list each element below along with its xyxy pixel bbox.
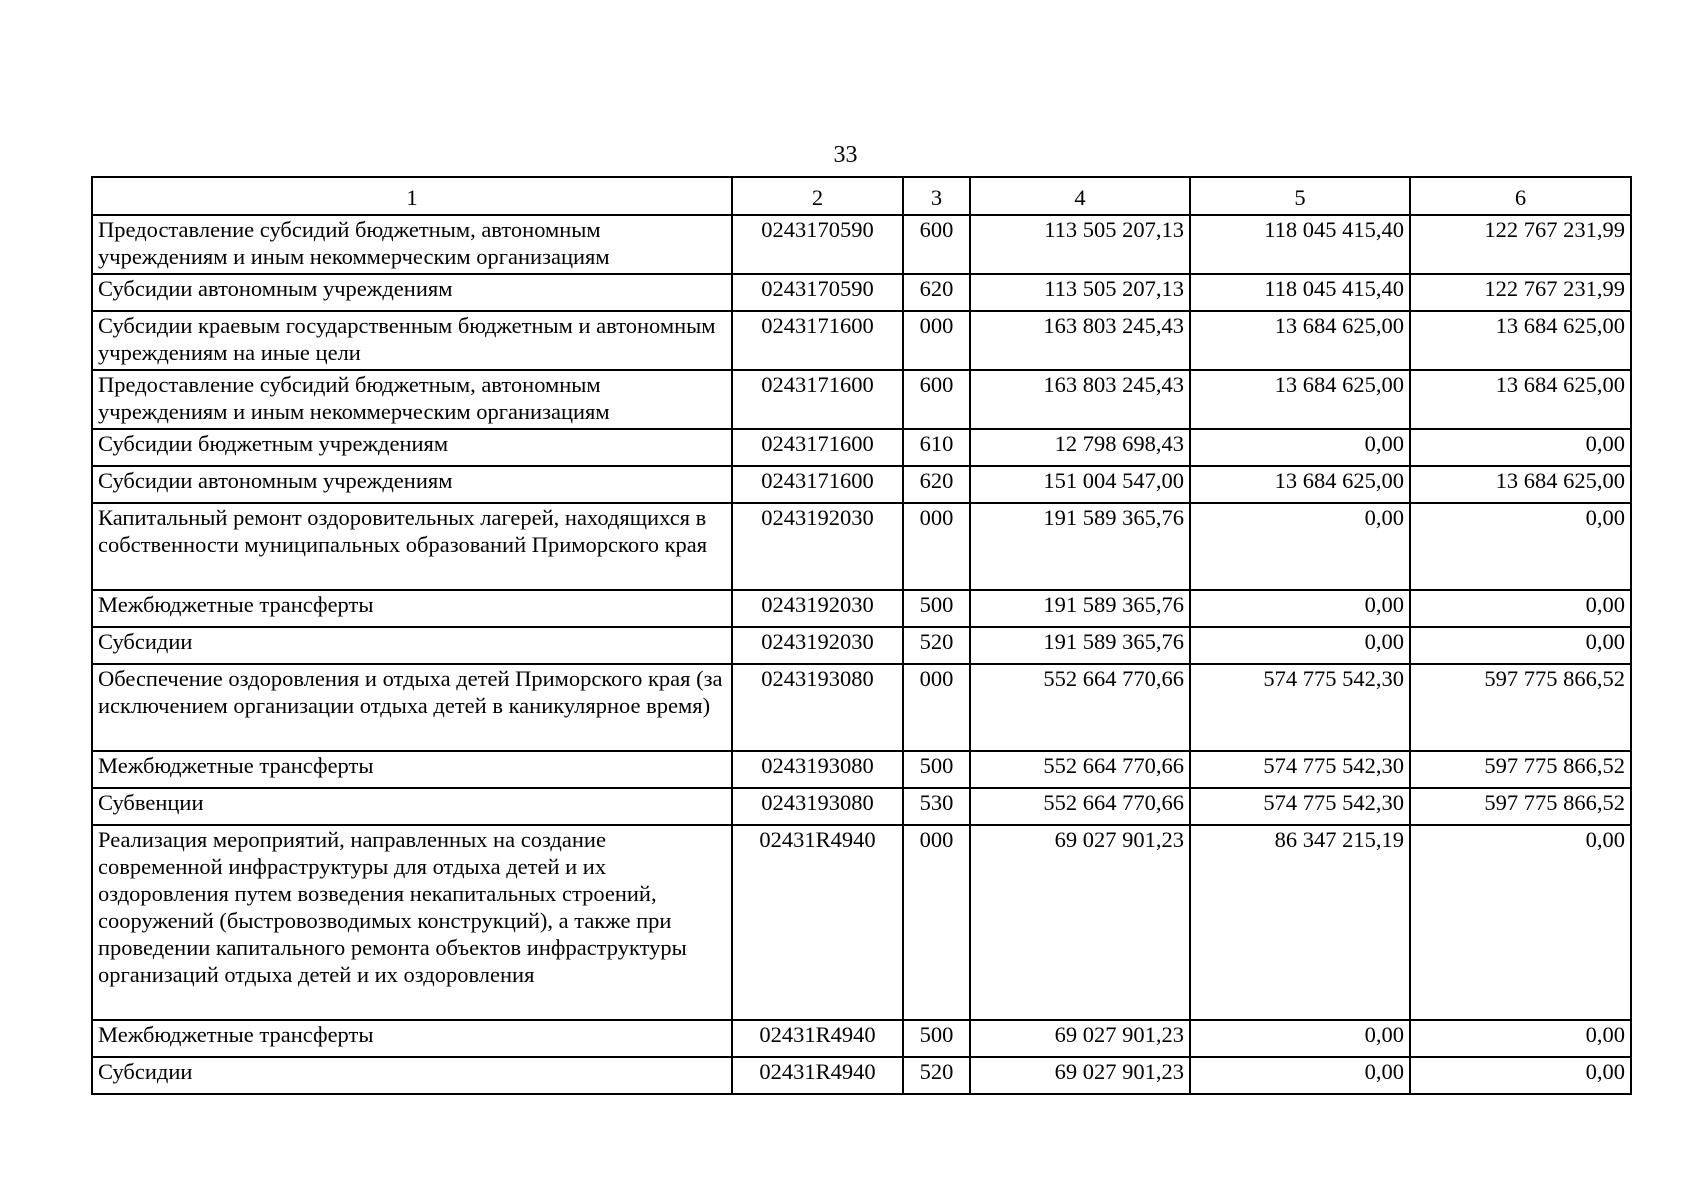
row-code: 0243171600	[732, 466, 903, 503]
row-name: Субсидии краевым государственным бюджетным и автономным учреждениям на иные цели	[92, 311, 732, 370]
row-code: 0243170590	[732, 215, 903, 274]
row-type: 600	[903, 215, 970, 274]
row-type: 520	[903, 1057, 970, 1094]
row-name: Межбюджетные трансферты	[92, 1020, 732, 1057]
row-amount-col6: 122 767 231,99	[1410, 215, 1631, 274]
row-code: 0243193080	[732, 664, 903, 751]
row-code: 0243192030	[732, 590, 903, 627]
row-amount-col6: 0,00	[1410, 1057, 1631, 1094]
budget-table	[91, 176, 1632, 1095]
row-amount-col5: 118 045 415,40	[1190, 215, 1410, 274]
row-type: 000	[903, 825, 970, 1020]
row-amount-col6: 597 775 866,52	[1410, 751, 1631, 788]
row-amount-col4: 113 505 207,13	[970, 274, 1190, 311]
row-amount-col5: 0,00	[1190, 1057, 1410, 1094]
row-name: Субсидии автономным учреждениям	[92, 274, 732, 311]
row-name: Субсидии бюджетным учреждениям	[92, 429, 732, 466]
row-amount-col5: 0,00	[1190, 627, 1410, 664]
row-code: 0243193080	[732, 751, 903, 788]
row-amount-col6: 13 684 625,00	[1410, 311, 1631, 370]
row-type: 000	[903, 503, 970, 590]
row-amount-col4: 191 589 365,76	[970, 590, 1190, 627]
header-row	[92, 177, 1631, 215]
row-amount-col5: 0,00	[1190, 1020, 1410, 1057]
table-row	[92, 788, 1631, 825]
table-row	[92, 429, 1631, 466]
row-amount-col4: 552 664 770,66	[970, 788, 1190, 825]
row-amount-col4: 163 803 245,43	[970, 311, 1190, 370]
row-amount-col5: 574 775 542,30	[1190, 751, 1410, 788]
row-name: Обеспечение оздоровления и отдыха детей Приморского края (за исключением организации отдыха детей в каникулярное время)	[92, 664, 732, 751]
row-amount-col5: 13 684 625,00	[1190, 370, 1410, 429]
row-amount-col6: 0,00	[1410, 1020, 1631, 1057]
row-amount-col5: 13 684 625,00	[1190, 466, 1410, 503]
row-amount-col5: 13 684 625,00	[1190, 311, 1410, 370]
column-header: 5	[1190, 177, 1410, 215]
row-amount-col4: 113 505 207,13	[970, 215, 1190, 274]
row-amount-col6: 0,00	[1410, 503, 1631, 590]
row-amount-col6: 122 767 231,99	[1410, 274, 1631, 311]
column-header: 6	[1410, 177, 1631, 215]
row-amount-col4: 163 803 245,43	[970, 370, 1190, 429]
row-amount-col5: 574 775 542,30	[1190, 788, 1410, 825]
row-amount-col5: 0,00	[1190, 429, 1410, 466]
table-row	[92, 466, 1631, 503]
row-amount-col4: 69 027 901,23	[970, 825, 1190, 1020]
row-amount-col5: 118 045 415,40	[1190, 274, 1410, 311]
row-amount-col5: 0,00	[1190, 590, 1410, 627]
row-name: Субсидии	[92, 627, 732, 664]
page-number: 33	[833, 142, 858, 168]
row-type: 000	[903, 664, 970, 751]
table-row	[92, 1020, 1631, 1057]
row-amount-col6: 597 775 866,52	[1410, 664, 1631, 751]
row-amount-col4: 191 589 365,76	[970, 627, 1190, 664]
row-name: Субсидии автономным учреждениям	[92, 466, 732, 503]
table-row	[92, 311, 1631, 370]
column-header: 1	[92, 177, 732, 215]
row-amount-col5: 86 347 215,19	[1190, 825, 1410, 1020]
row-amount-col4: 151 004 547,00	[970, 466, 1190, 503]
row-amount-col4: 191 589 365,76	[970, 503, 1190, 590]
row-name: Субсидии	[92, 1057, 732, 1094]
row-type: 600	[903, 370, 970, 429]
row-amount-col4: 12 798 698,43	[970, 429, 1190, 466]
table-row	[92, 215, 1631, 274]
row-amount-col6: 597 775 866,52	[1410, 788, 1631, 825]
row-amount-col5: 574 775 542,30	[1190, 664, 1410, 751]
row-amount-col4: 552 664 770,66	[970, 751, 1190, 788]
row-code: 02431R4940	[732, 825, 903, 1020]
row-amount-col6: 0,00	[1410, 590, 1631, 627]
row-code: 0243171600	[732, 311, 903, 370]
row-type: 500	[903, 590, 970, 627]
row-code: 0243192030	[732, 627, 903, 664]
row-type: 500	[903, 1020, 970, 1057]
row-name: Межбюджетные трансферты	[92, 751, 732, 788]
row-code: 02431R4940	[732, 1020, 903, 1057]
table-row	[92, 1057, 1631, 1094]
row-name: Реализация мероприятий, направленных на создание современной инфраструктуры для отдыха детей и их оздоровления путем возведения некапитальных строений, сооружений (быстровозводимых конструкций), а также при проведении капитального ремонта объектов инфраструктуры организаций отдыха детей и их оздоровления	[92, 825, 732, 1020]
row-amount-col6: 0,00	[1410, 429, 1631, 466]
table-row	[92, 664, 1631, 751]
row-amount-col5: 0,00	[1190, 503, 1410, 590]
row-code: 0243170590	[732, 274, 903, 311]
column-header: 3	[903, 177, 970, 215]
table-row	[92, 590, 1631, 627]
row-amount-col6: 0,00	[1410, 627, 1631, 664]
row-amount-col4: 69 027 901,23	[970, 1020, 1190, 1057]
table-row	[92, 825, 1631, 1020]
row-name: Предоставление субсидий бюджетным, автономным учреждениям и иным некоммерческим организациям	[92, 370, 732, 429]
row-code: 0243192030	[732, 503, 903, 590]
table-row	[92, 627, 1631, 664]
table-row	[92, 370, 1631, 429]
table-row	[92, 503, 1631, 590]
row-name: Капитальный ремонт оздоровительных лагерей, находящихся в собственности муниципальных образований Приморского края	[92, 503, 732, 590]
row-type: 520	[903, 627, 970, 664]
row-code: 02431R4940	[732, 1057, 903, 1094]
row-type: 530	[903, 788, 970, 825]
table-row	[92, 751, 1631, 788]
row-code: 0243171600	[732, 429, 903, 466]
row-code: 0243171600	[732, 370, 903, 429]
table-row	[92, 274, 1631, 311]
row-amount-col6: 13 684 625,00	[1410, 370, 1631, 429]
row-code: 0243193080	[732, 788, 903, 825]
row-type: 620	[903, 274, 970, 311]
row-amount-col6: 13 684 625,00	[1410, 466, 1631, 503]
row-type: 610	[903, 429, 970, 466]
row-amount-col4: 552 664 770,66	[970, 664, 1190, 751]
row-name: Предоставление субсидий бюджетным, автономным учреждениям и иным некоммерческим организациям	[92, 215, 732, 274]
row-amount-col6: 0,00	[1410, 825, 1631, 1020]
row-amount-col4: 69 027 901,23	[970, 1057, 1190, 1094]
row-name: Межбюджетные трансферты	[92, 590, 732, 627]
column-header: 4	[970, 177, 1190, 215]
column-header: 2	[732, 177, 903, 215]
row-type: 000	[903, 311, 970, 370]
row-name: Субвенции	[92, 788, 732, 825]
row-type: 620	[903, 466, 970, 503]
row-type: 500	[903, 751, 970, 788]
